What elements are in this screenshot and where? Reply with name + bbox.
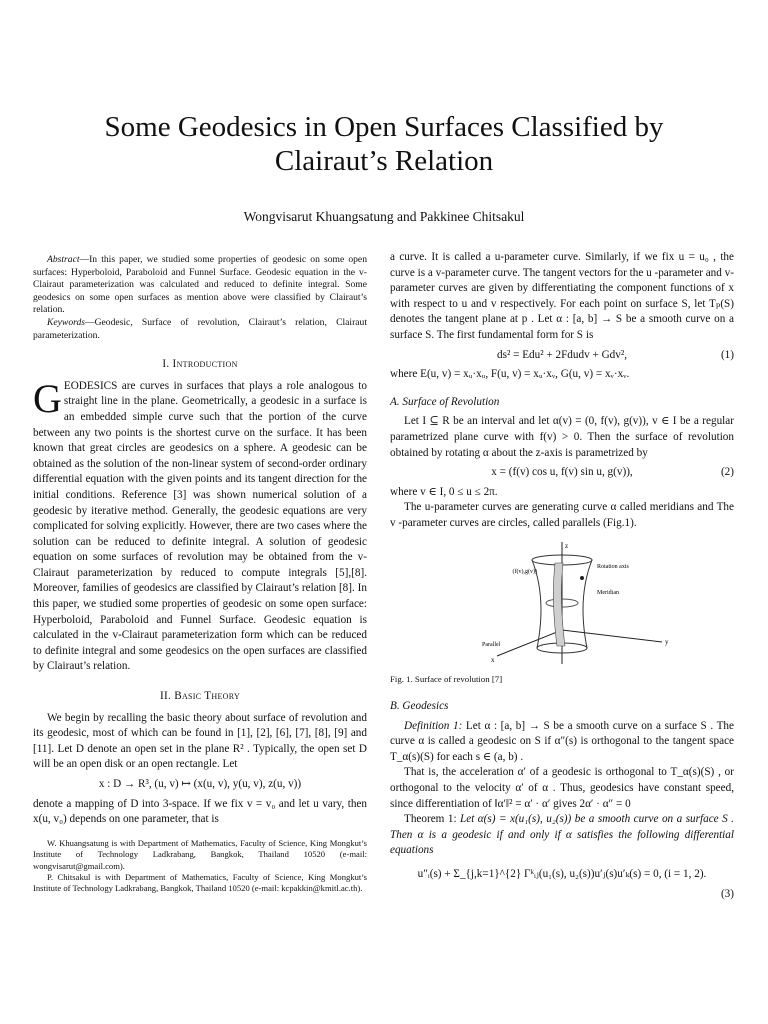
surface-paragraph: Let I ⊆ R be an interval and let α(v) = (0, f(v), g(v)), v ∈ I be a regular parametrized plane curve with f(v) > 0. Then the surface of revolution obtained by rotating α about the z-axis is parametrized by [390,415,734,459]
meridian-strip [553,563,565,646]
section-basic-theory-title: II. Basic Theory [159,690,241,703]
surface-right-profile [583,560,592,648]
fundamental-form-where: where E(u, v) = xᵤ·xᵤ, F(u, v) = xᵤ·xᵥ, G(u, v) = xᵥ·xᵥ. [390,368,630,381]
orthogonal-paragraph: That is, the acceleration α′ of a geodesic is orthogonal to T_α(s)(S) , or orthogonal to the velocity α′ of α . Thus, geodesics have constant speed, since differentiation of ‖α′‖² = α′ · α′ gives 2α′ · α″ = 0 [390,766,734,810]
mapping-paragraph: denote a mapping of D into 3-space. If we fix v = v₀ and let u vary, then x(u, v₀) depends on one parameter, that is [33,797,367,826]
keywords [33,317,367,342]
equation-3-text: u″ᵢ(s) + Σ_{j,k=1}^{2} Γᵏᵢⱼ(u₁(s), u₂(s))u′ⱼ(s)u′ₖ(s) = 0, (i = 1, 2). [417,868,707,881]
label-y: y [665,637,669,646]
equation-3 [390,867,734,883]
basic-theory-paragraph: We begin by recalling the basic theory about surface of revolution and its geodesic, most of which can be found in [1], [2], [6], [7], [8], [9] and [11]. Let D denote an open set in the plane R² . Typically, the open set D will be an open disk or an open rectangle. Let [33,711,367,771]
authors: Wongvisarut Khuangsatung and Pakkinee Chitsakul [243,209,525,224]
introduction-text: EODESICS are curves in surfaces that plays a role analogous to straight line in the plane. Geometrically, a geodesic in a surface is an embedded simple curve such that the portion of the curve between any two points is the shortest curve on the surface. It has been known that great circles are geodesics on a sphere. A geodesic can be obtained as the solution of the non-linear system of second-order ordinary differential equation with the given points and its tangent direction for the initial conditions. Reference [3] was shown numerical solution of a geodesic by iterative method. Generally, the geodesic equations are very complicated for solving explicitly. However, there are two cases where the solution can be reduced to definite integral. A solution of geodesic equation on some surfaces of revolution may be obtained from the v-Clairaut parameterization by reduced to compute integrals [5],[8]. Moreover, families of geodesics are classified by Clairaut’s relation [8]. In this paper, we studied some properties of geodesic on some open surface: Hyperboloid, Paraboloid and Funnel Surface. Geodesic equation is calculated in the v-Clairaut parameterization form which can be reduced to definite integral and some geodesics on the open surfaces are classified by Clairaut’s relation. [33,379,367,673]
surface-of-revolution-figure [437,538,687,668]
keywords-text: —Geodesic, Surface of revolution, Clairaut’s relation, Clairaut parameterization. [33,316,367,341]
y-axis-line [562,630,662,642]
equation-2 [390,465,734,481]
label-meridian: Meridian [597,589,619,596]
abstract-text: —In this paper, we studied some properties of geodesic on some open surfaces: Hyperboloid, Paraboloid and Funnel Surface. Geodesic equation in the v-Clairaut parameterization was calculated and reduced to definite integral. Some geodesics on some open surfaces as mention above were classified by Clairaut’s relation. [33,254,367,316]
label-z: z [565,541,569,550]
section-introduction-title: I. Introduction [162,358,238,371]
footnote-author-2: P. Chitsakul is with Department of Mathematics, Faculty of Science, King Mongkut’s Institute of Technology Ladkrabang, Bangkok, Thailand 10520 (e-mail: kcpakkin@kmitl.ac.th). [33,872,367,894]
right-column [390,250,734,902]
keywords-label: Keywords [47,316,86,328]
figure-surface-of-revolution [390,538,734,668]
label-x: x [491,655,495,664]
equation-1-number: (1) [720,348,734,361]
introduction-paragraph [33,375,367,675]
figure-caption: Fig. 1. Surface of revolution [7] [390,673,503,684]
left-column [33,250,367,895]
label-point: (f(v),g(v)) [512,568,537,575]
footnote-author-1: W. Khuangsatung is with Department of Mathematics, Faculty of Science, King Mongkut’s Institute of Technology Ladkrabang, Bangkok, Thailand 10520 (e-mail: wongvisarut@gmail.com). [33,837,367,871]
continuation-paragraph: a curve. It is called a u-parameter curve. Similarly, if we fix u = u₀ , the curve is a v-parameter curve. The tangent vectors for the u -parameter and v-parameter curves are given by differentiating the component functions of x with respect to u and v respectively. For each point on surface S, let Tₚ(S) denotes the tangent plane at p . Let α : [a, b] → S be a smooth curve on a surface S. The first fundamental form for S is [390,251,734,341]
paper-title [0,110,768,178]
definition-text: Let α : [a, b] → S be a smooth curve on a surface S . The curve α is called a geodesic on S if α″(s) is orthogonal to the tangent space T_α(s)(S) for each s ∈ (a, b) . [390,719,734,763]
meridian-paragraph: The u-parameter curves are generating curve α called meridians and The v -parameter curves are circles, called parallels (Fig.1). [390,501,734,529]
title-line-1: Some Geodesics in Open Surfaces Classified by [104,111,664,143]
drop-cap: G [33,375,62,421]
subsection-surface-of-revolution: A. Surface of Revolution [390,395,500,408]
equation-1-text: ds² = Edu² + 2Fdudv + Gdv², [497,348,627,361]
equation-1 [390,348,734,364]
subsection-geodesics: B. Geodesics [390,700,449,713]
abstract-label: Abstract [47,254,80,265]
label-rotation-axis: Rotation axis [597,563,629,570]
equation-2-number: (2) [720,466,734,479]
theorem-text: Let α(s) = x(u₁(s), u₂(s)) be a smooth curve on a surface S . Then α is a geodesic if and only if α satisfies the following differential equations [390,813,734,857]
theorem-label: Theorem 1: [404,813,457,826]
definition-label: Definition 1: [404,719,463,732]
definition-1 [390,719,734,766]
footnotes [33,836,367,895]
title-line-2: Clairaut’s Relation [274,145,494,177]
curve-point [580,576,584,580]
equation-2-text: x = (f(v) cos u, f(v) sin u, g(v)), [491,466,633,479]
theorem-1 [390,812,734,859]
equation-mapping-text: x : D → R³, (u, v) ↦ (x(u, v), y(u, v), z(u, v)) [98,778,302,790]
equation-mapping [33,777,367,793]
abstract [33,254,367,317]
label-parallel: Parallel [482,641,501,648]
parameter-range: where v ∈ I, 0 ≤ u ≤ 2π. [390,485,498,498]
equation-3-number: (3) [720,887,734,900]
